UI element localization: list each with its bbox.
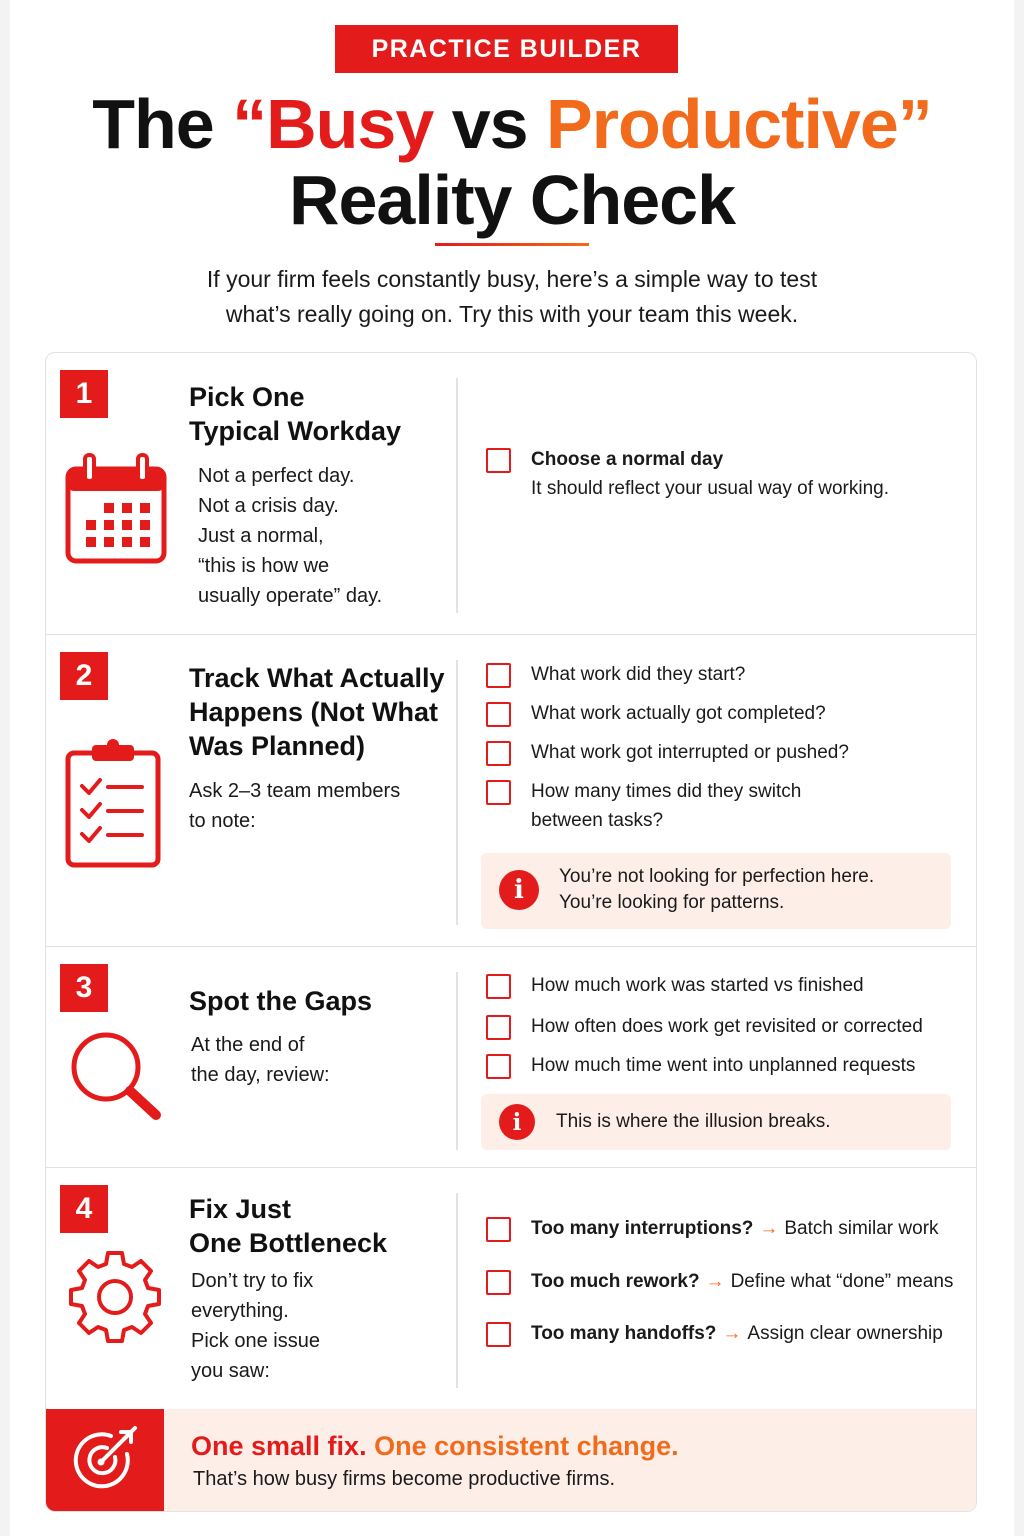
checklist-label: What work did they start? bbox=[531, 664, 746, 685]
title-line-1 bbox=[0, 86, 1024, 162]
section-badge: PRACTICE BUILDER bbox=[335, 25, 678, 73]
step-title bbox=[189, 1192, 387, 1260]
step-4-section bbox=[46, 1168, 976, 1411]
checkbox[interactable] bbox=[486, 1270, 511, 1295]
title-productive: Productive” bbox=[546, 85, 932, 163]
target-arrow-icon bbox=[46, 1409, 164, 1511]
column-divider bbox=[456, 660, 458, 925]
checkbox[interactable] bbox=[486, 1054, 511, 1079]
title-busy: “Busy bbox=[232, 85, 434, 163]
problem-label: Too many handoffs? bbox=[531, 1323, 717, 1344]
checklist-label: Choose a normal day bbox=[531, 449, 724, 470]
fix-label: Batch similar work bbox=[784, 1218, 939, 1239]
step-description bbox=[189, 776, 400, 836]
desc-line: “this is how we bbox=[198, 555, 330, 577]
desc-line: Not a perfect day. bbox=[198, 465, 355, 487]
subtitle-line-2: what’s really going on. Try this with your team this week. bbox=[225, 301, 799, 327]
step-title bbox=[189, 984, 372, 1018]
checklist-item[interactable] bbox=[486, 971, 966, 1000]
step-number-badge: 3 bbox=[60, 964, 108, 1012]
step-1-section bbox=[46, 353, 976, 635]
subtitle-line-1: If your firm feels constantly busy, here’s a simple way to test bbox=[206, 266, 818, 292]
step-3-section bbox=[46, 947, 976, 1168]
checkbox[interactable] bbox=[486, 1015, 511, 1040]
desc-line: At the end of bbox=[191, 1034, 305, 1056]
footer-headline-red: One small fix. bbox=[191, 1431, 367, 1461]
checkbox[interactable] bbox=[486, 974, 511, 999]
checklist-label: How many times did they switch bbox=[531, 781, 802, 802]
checklist-label: What work actually got completed? bbox=[531, 703, 826, 724]
tip-callout bbox=[481, 853, 951, 929]
step-title bbox=[189, 380, 401, 448]
step-title-line: Happens (Not What bbox=[189, 697, 438, 727]
title-underline bbox=[435, 243, 589, 246]
clipboard-checklist-icon bbox=[64, 737, 164, 876]
step-number-badge: 2 bbox=[60, 652, 108, 700]
column-divider bbox=[456, 378, 458, 613]
problem-label: Too much rework? bbox=[531, 1271, 700, 1292]
checklist-item[interactable] bbox=[486, 777, 966, 835]
step-title-line: One Bottleneck bbox=[189, 1228, 388, 1258]
checklist-item[interactable] bbox=[486, 1214, 976, 1243]
step-description bbox=[191, 1030, 330, 1090]
tip-line: You’re looking for patterns. bbox=[559, 892, 785, 913]
info-icon: i bbox=[499, 870, 539, 910]
checkbox[interactable] bbox=[486, 1322, 511, 1347]
checklist-item[interactable] bbox=[486, 1051, 966, 1080]
step-title-line: Was Planned) bbox=[189, 731, 366, 761]
arrow-right-icon: → bbox=[722, 1323, 742, 1344]
subtitle bbox=[0, 262, 1024, 332]
desc-line: Pick one issue bbox=[191, 1330, 320, 1352]
footer-banner bbox=[46, 1409, 976, 1511]
desc-line: usually operate” day. bbox=[198, 585, 383, 607]
step-description bbox=[198, 461, 382, 611]
step-number-badge: 1 bbox=[60, 370, 108, 418]
desc-line: everything. bbox=[191, 1300, 289, 1322]
problem-label: Too many interruptions? bbox=[531, 1218, 754, 1239]
step-title-line: Pick One bbox=[189, 382, 305, 412]
checklist-item[interactable] bbox=[486, 445, 966, 503]
checklist-item[interactable] bbox=[486, 1012, 966, 1041]
magnifier-icon bbox=[68, 1029, 164, 1126]
checklist-sublabel: It should reflect your usual way of working. bbox=[531, 478, 890, 499]
desc-line: Not a crisis day. bbox=[198, 495, 339, 517]
step-title-line: Typical Workday bbox=[189, 416, 402, 446]
page-title bbox=[0, 86, 1024, 238]
checklist-label: between tasks? bbox=[531, 810, 664, 831]
footer-subtext: That’s how busy firms become productive firms. bbox=[193, 1468, 616, 1490]
checklist-item[interactable] bbox=[486, 1267, 976, 1296]
column-divider bbox=[456, 1193, 458, 1388]
desc-line: Don’t try to fix bbox=[191, 1270, 314, 1292]
checklist-label: How often does work get revisited or corrected bbox=[531, 1016, 923, 1037]
tip-line: You’re not looking for perfection here. bbox=[559, 866, 875, 887]
step-title bbox=[189, 661, 445, 763]
checkbox[interactable] bbox=[486, 1217, 511, 1242]
desc-line: Just a normal, bbox=[198, 525, 324, 547]
step-title-line: Fix Just bbox=[189, 1194, 292, 1224]
title-line-2: Reality Check bbox=[288, 161, 736, 239]
checklist-label: What work got interrupted or pushed? bbox=[531, 742, 849, 763]
checkbox[interactable] bbox=[486, 780, 511, 805]
step-title-line: Spot the Gaps bbox=[189, 986, 373, 1016]
checkbox[interactable] bbox=[486, 741, 511, 766]
calendar-icon bbox=[64, 453, 168, 570]
title-vs: vs bbox=[433, 85, 547, 163]
checklist-item[interactable] bbox=[486, 738, 966, 767]
desc-line: to note: bbox=[189, 810, 256, 832]
title-prefix: The bbox=[92, 85, 233, 163]
arrow-right-icon: → bbox=[705, 1271, 725, 1292]
footer-headline bbox=[191, 1429, 679, 1463]
checklist-item[interactable] bbox=[486, 660, 966, 689]
tip-text bbox=[556, 1109, 831, 1135]
checklist-label: How much work was started vs finished bbox=[531, 975, 864, 996]
step-title-line: Track What Actually bbox=[189, 663, 445, 693]
footer-headline-orange: One consistent change. bbox=[374, 1431, 679, 1461]
steps-card bbox=[45, 352, 977, 1512]
tip-line: This is where the illusion breaks. bbox=[556, 1111, 831, 1132]
fix-label: Define what “done” means bbox=[730, 1271, 954, 1292]
checklist-label: How much time went into unplanned requests bbox=[531, 1055, 916, 1076]
desc-line: Ask 2–3 team members bbox=[189, 780, 401, 802]
tip-callout bbox=[481, 1094, 951, 1150]
checklist-item[interactable] bbox=[486, 1319, 976, 1348]
checklist-item[interactable] bbox=[486, 699, 966, 728]
desc-line: you saw: bbox=[191, 1360, 270, 1382]
column-divider bbox=[456, 972, 458, 1150]
step-description bbox=[191, 1266, 320, 1386]
step-number-badge: 4 bbox=[60, 1185, 108, 1233]
step-2-section bbox=[46, 635, 976, 947]
tip-text bbox=[559, 864, 874, 916]
desc-line: the day, review: bbox=[191, 1064, 330, 1086]
checkbox[interactable] bbox=[486, 448, 511, 473]
arrow-right-icon: → bbox=[759, 1218, 779, 1239]
checkbox[interactable] bbox=[486, 663, 511, 688]
fix-label: Assign clear ownership bbox=[747, 1323, 943, 1344]
info-icon: i bbox=[499, 1104, 535, 1140]
gear-icon bbox=[66, 1248, 164, 1351]
checkbox[interactable] bbox=[486, 702, 511, 727]
